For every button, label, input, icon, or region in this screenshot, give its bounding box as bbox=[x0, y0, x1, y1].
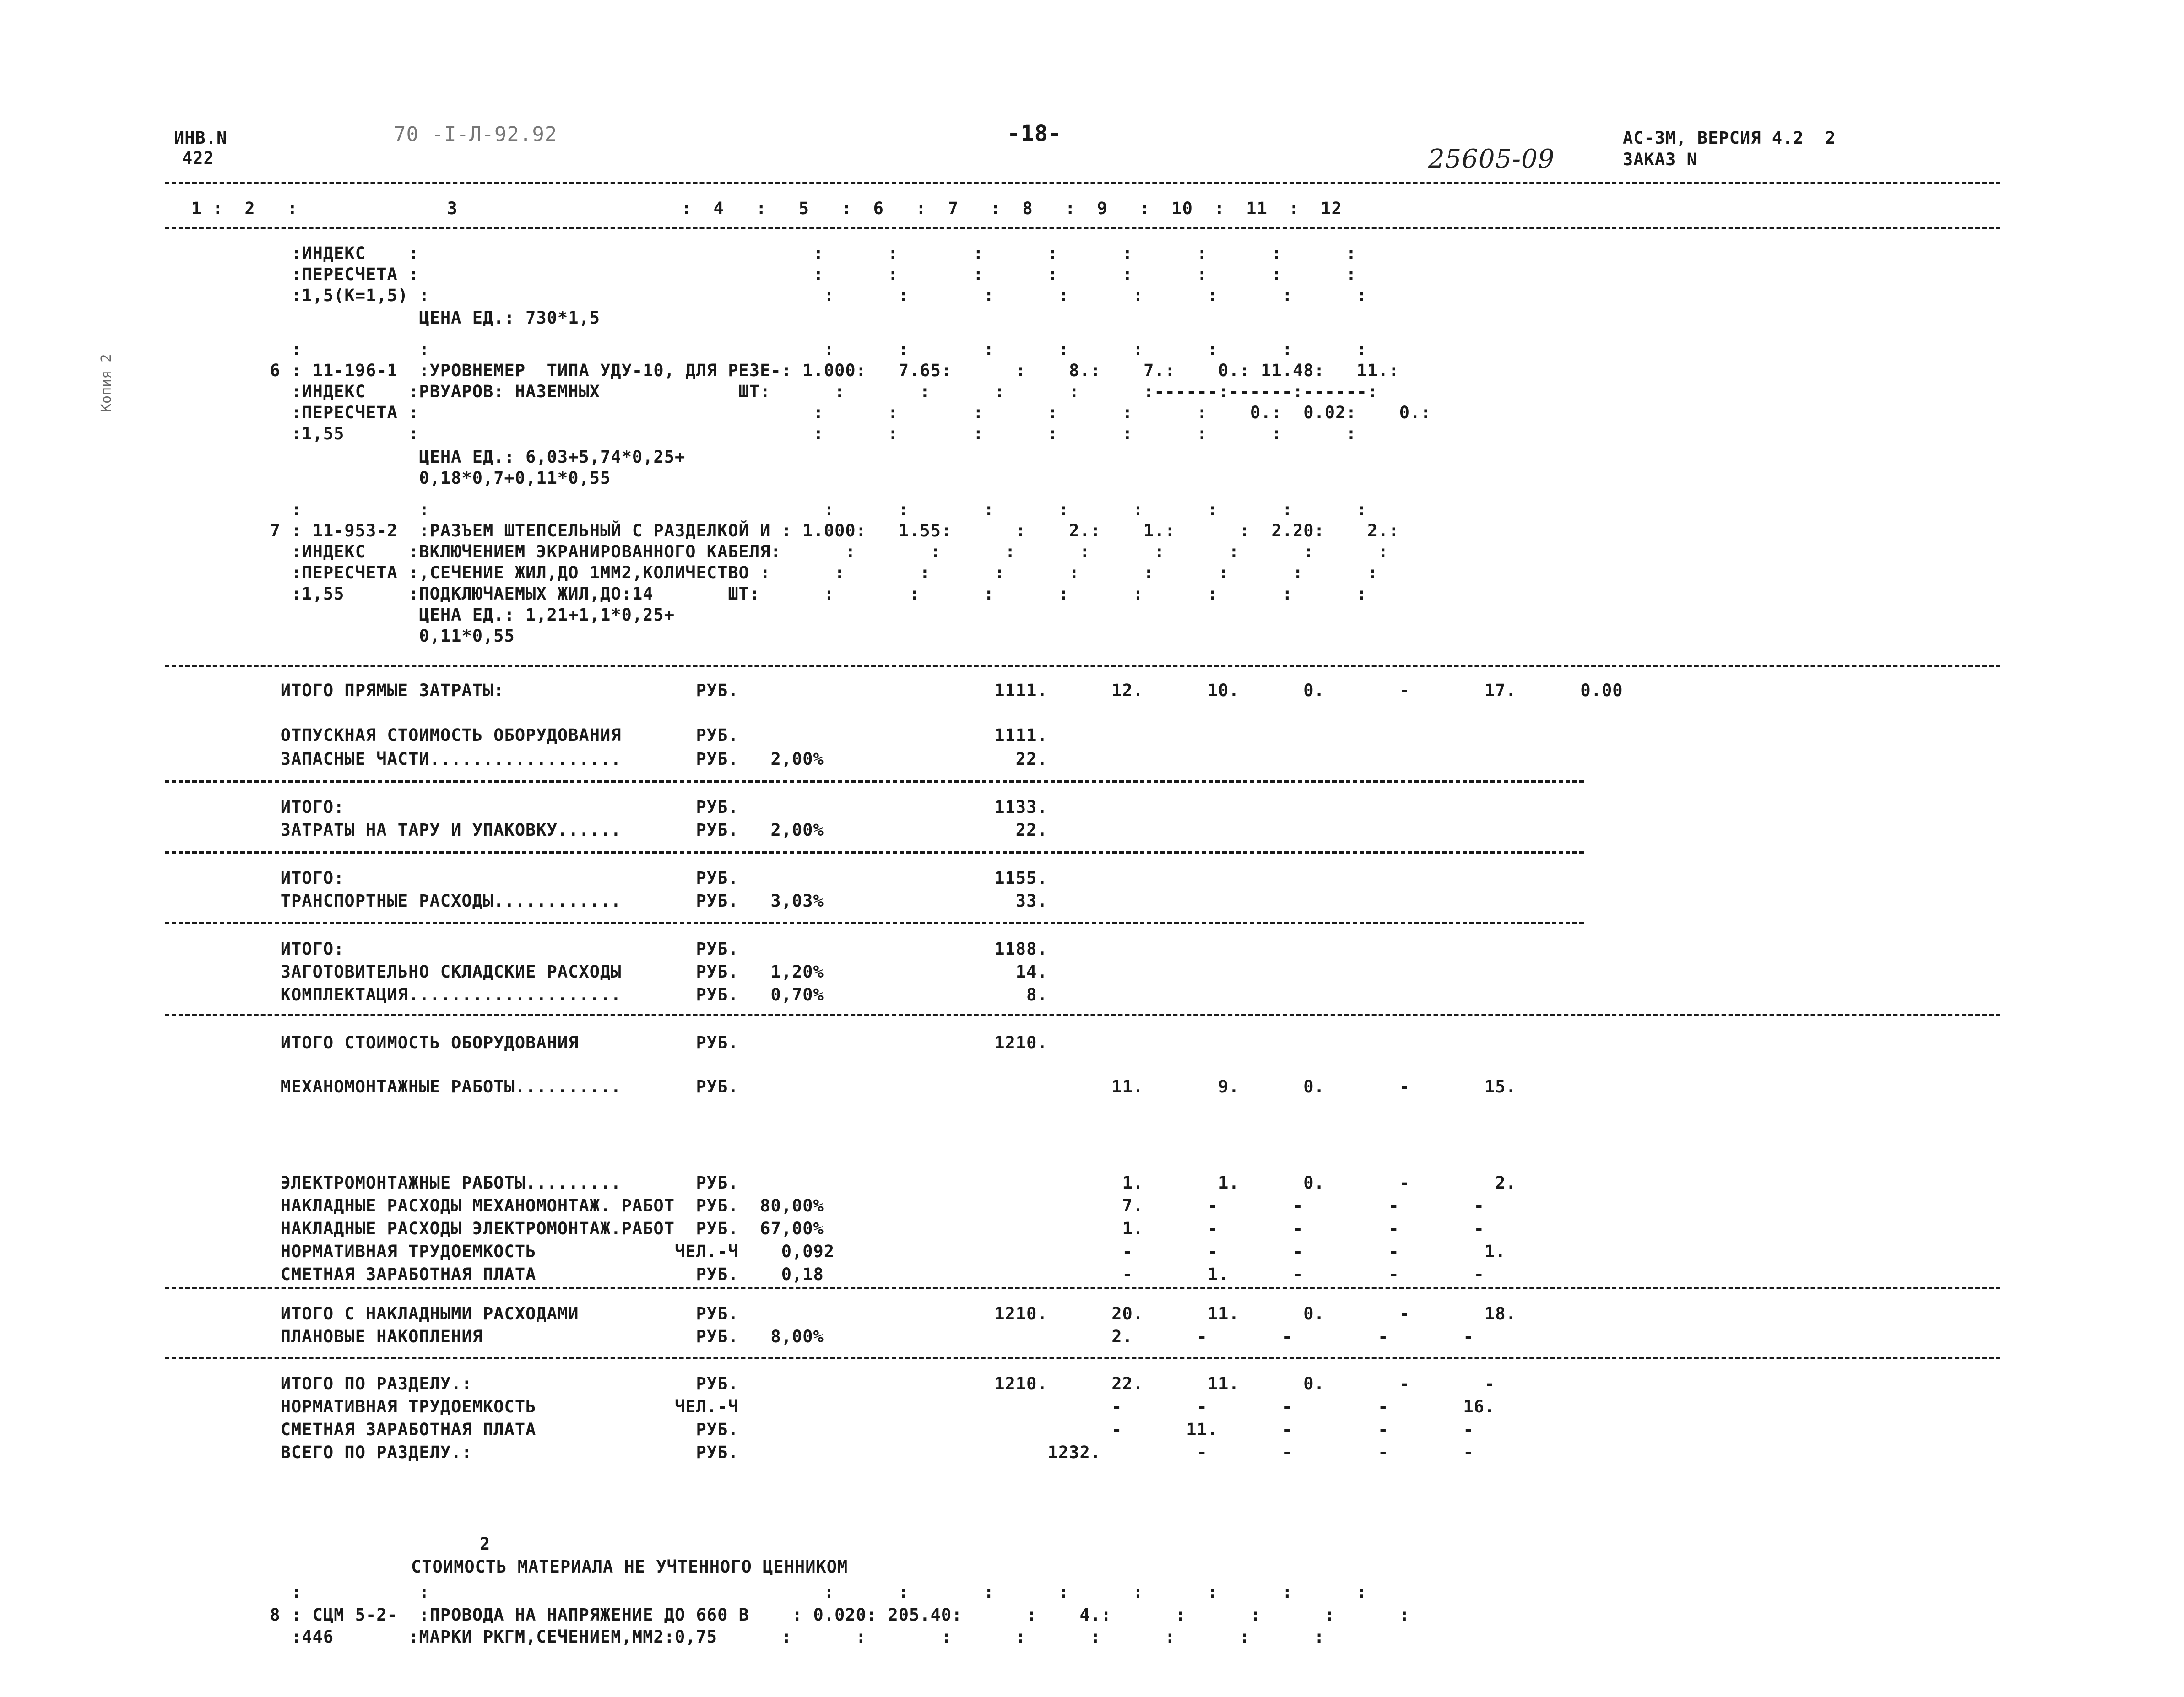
rule-subtotal-3 bbox=[165, 922, 1584, 924]
row-line: : : : : : : : : : : bbox=[174, 340, 1367, 359]
rule-subtotal-1 bbox=[165, 780, 1584, 783]
section-labor-line: НОРМАТИВНАЯ ТРУДОЕМКОСТЬ ЧЕЛ.-Ч - - - - 16. bbox=[174, 1397, 1496, 1416]
procurement-costs-line: ЗАГОТОВИТЕЛЬНО СКЛАДСКИЕ РАСХОДЫ РУБ. 1,20% 14. bbox=[174, 962, 1048, 982]
subtotal-3: ИТОГО: РУБ. 1188. bbox=[174, 939, 1048, 959]
rule-equipment-total bbox=[165, 1014, 2000, 1016]
rule-before-totals bbox=[165, 665, 2000, 667]
section-grand-total-line: ВСЕГО ПО РАЗДЕЛУ.: РУБ. 1232. - - - - bbox=[174, 1443, 1474, 1462]
row-line: :ПЕРЕСЧЕТА : : : : : : : 0.: 0.02: 0.: bbox=[174, 403, 1431, 422]
section-total-line: ИТОГО ПО РАЗДЕЛУ.: РУБ. 1210. 22. 11. 0. - - bbox=[174, 1374, 1496, 1394]
row-line: ЦЕНА ЕД.: 730*1,5 bbox=[174, 308, 601, 328]
stamp-number: 70 -I-Л-92.92 bbox=[394, 123, 558, 146]
row-line: :1,55 : : : : : : : : : bbox=[174, 424, 1357, 443]
spare-parts-line: ЗАПАСНЫЕ ЧАСТИ.................. РУБ. 2,00% 22. bbox=[174, 749, 1048, 769]
spacer-line bbox=[174, 1061, 2000, 1078]
completion-line: КОМПЛЕКТАЦИЯ.................... РУБ. 0,70% 8. bbox=[174, 985, 1048, 1005]
equipment-total-line: ИТОГО СТОИМОСТЬ ОБОРУДОВАНИЯ РУБ. 1210. bbox=[174, 1033, 1048, 1053]
spacer-line bbox=[174, 1149, 2000, 1166]
spacer-line bbox=[174, 1105, 2000, 1122]
row-line: ЦЕНА ЕД.: 6,03+5,74*0,25+ bbox=[174, 447, 686, 467]
material-item-8: 8 : СЦМ 5-2- :ПРОВОДА НА НАПРЯЖЕНИЕ ДО 660 В : 0.020: 205.40: : 4.: : : : : bbox=[174, 1605, 1410, 1625]
row-line: :ИНДЕКС :РВУАРОВ: НАЗЕМНЫХ ШТ: : : : : :------:------:------: bbox=[174, 382, 1378, 401]
total-with-overhead: ИТОГО С НАКЛАДНЫМИ РАСХОДАМИ РУБ. 1210. 20. 11. 0. - 18. bbox=[174, 1304, 1517, 1324]
row-line: 7 : 11-953-2 :РАЗЪЕМ ШТЕПСЕЛЬНЫЙ С РАЗДЕЛКОЙ И : 1.000: 1.55: : 2.: 1.: : 2.20: 2.: bbox=[174, 521, 1399, 540]
table-row-item-7 bbox=[174, 501, 2000, 644]
row-line: 0,11*0,55 bbox=[174, 626, 515, 646]
overhead-mech-line: НАКЛАДНЫЕ РАСХОДЫ МЕХАНОМОНТАЖ. РАБОТ РУБ. 80,00% 7. - - - - bbox=[174, 1196, 1485, 1216]
page-number: -18- bbox=[1007, 121, 1062, 146]
section-wages-line: СМЕТНАЯ ЗАРАБОТНАЯ ПЛАТА РУБ. - 11. - - - bbox=[174, 1420, 1474, 1439]
rule-top bbox=[165, 182, 2000, 184]
table-row-index-note bbox=[174, 245, 2000, 326]
material-item-8-sub: :446 :МАРКИ РКГМ,СЕЧЕНИЕМ,ММ2:0,75 : : : : : : : : bbox=[174, 1627, 1325, 1647]
planned-savings-line: ПЛАНОВЫЕ НАКОПЛЕНИЯ РУБ. 8,00% 2. - - - - bbox=[174, 1327, 1474, 1346]
row-line: :ПЕРЕСЧЕТА :,СЕЧЕНИЕ ЖИЛ,ДО 1ММ2,КОЛИЧЕСТВО : : : : : : : : : bbox=[174, 563, 1378, 583]
mechanical-install-line: МЕХАНОМОНТАЖНЫЕ РАБОТЫ.......... РУБ. 11. 9. 0. - 15. bbox=[174, 1077, 1517, 1097]
row-line: ЦЕНА ЕД.: 1,21+1,1*0,25+ bbox=[174, 605, 675, 625]
total-direct-costs: ИТОГО ПРЯМЫЕ ЗАТРАТЫ: РУБ. 1111. 12. 10. 0. - 17. 0.00 bbox=[174, 681, 1623, 700]
row-line: :ПЕРЕСЧЕТА : : : : : : : : : bbox=[174, 265, 1357, 284]
material-marker: 2 bbox=[480, 1534, 491, 1554]
row-line: :1,55 :ПОДКЛЮЧАЕМЫХ ЖИЛ,ДО:14 ШТ: : : : : : : : : bbox=[174, 584, 1367, 604]
row-line: :1,5(К=1,5) : : : : : : : : : bbox=[174, 286, 1367, 305]
rule-subtotal-2 bbox=[165, 851, 1584, 854]
row-line: :ИНДЕКС :ВКЛЮЧЕНИЕМ ЭКРАНИРОВАННОГО КАБЕЛЯ: : : : : : : : : bbox=[174, 542, 1389, 562]
row-line: :ИНДЕКС : : : : : : : : : bbox=[174, 243, 1357, 263]
side-margin-note: Копия 2 bbox=[98, 354, 114, 412]
row-line: 6 : 11-196-1 :УРОВНЕМЕР ТИПА УДУ-10, ДЛЯ РЕЗЕ-: 1.000: 7.65: : 8.: 7.: 0.: 11.48: 11.: bbox=[174, 361, 1399, 380]
spacer-line bbox=[174, 1132, 2000, 1149]
inventory-label: ИНВ.N bbox=[174, 128, 228, 148]
transport-costs-line: ТРАНСПОРТНЫЕ РАСХОДЫ............ РУБ. 3,03% 33. bbox=[174, 891, 1048, 911]
order-label: ЗАКАЗ N bbox=[1623, 150, 1697, 169]
row-line: : : : : : : : : : : bbox=[174, 500, 1367, 519]
material-title: СТОИМОСТЬ МАТЕРИАЛА НЕ УЧТЕННОГО ЦЕННИКОМ bbox=[411, 1557, 848, 1577]
row-line: 0,18*0,7+0,11*0,55 bbox=[174, 468, 611, 488]
table-row-item-6 bbox=[174, 341, 2000, 486]
order-number-handwritten: 25605-09 bbox=[1428, 144, 1555, 174]
installation-block bbox=[174, 1034, 2000, 1283]
wages-line: СМЕТНАЯ ЗАРАБОТНАЯ ПЛАТА РУБ. 0,18 - 1. - - - bbox=[174, 1265, 1485, 1284]
row-line: : : : : : : : : : : bbox=[174, 1582, 1367, 1602]
column-numbers: 1 : 2 : 3 : 4 : 5 : 6 : 7 : 8 : 9 : 10 : 11 : 12 bbox=[191, 199, 1342, 218]
subtotal-1: ИТОГО: РУБ. 1133. bbox=[174, 797, 1048, 817]
overhead-elec-line: НАКЛАДНЫЕ РАСХОДЫ ЭЛЕКТРОМОНТАЖ.РАБОТ РУБ. 67,00% 1. - - - - bbox=[174, 1219, 1485, 1238]
rule-section-total bbox=[165, 1357, 2000, 1359]
packaging-costs-line: ЗАТРАТЫ НА ТАРУ И УПАКОВКУ...... РУБ. 2,00% 22. bbox=[174, 820, 1048, 840]
labor-intensity-line: НОРМАТИВНАЯ ТРУДОЕМКОСТЬ ЧЕЛ.-Ч 0,092 - - - - 1. bbox=[174, 1242, 1506, 1261]
subtotal-2: ИТОГО: РУБ. 1155. bbox=[174, 868, 1048, 888]
program-version: АС-3М, ВЕРСИЯ 4.2 2 bbox=[1623, 128, 1836, 148]
inventory-number: 422 bbox=[182, 148, 214, 168]
electrical-install-line: ЭЛЕКТРОМОНТАЖНЫЕ РАБОТЫ......... РУБ. 1. 1. 0. - 2. bbox=[174, 1173, 1517, 1193]
rule-under-columns bbox=[165, 227, 2000, 229]
equipment-cost-line: ОТПУСКНАЯ СТОИМОСТЬ ОБОРУДОВАНИЯ РУБ. 1111. bbox=[174, 725, 1048, 745]
rule-overhead-total bbox=[165, 1287, 2000, 1289]
